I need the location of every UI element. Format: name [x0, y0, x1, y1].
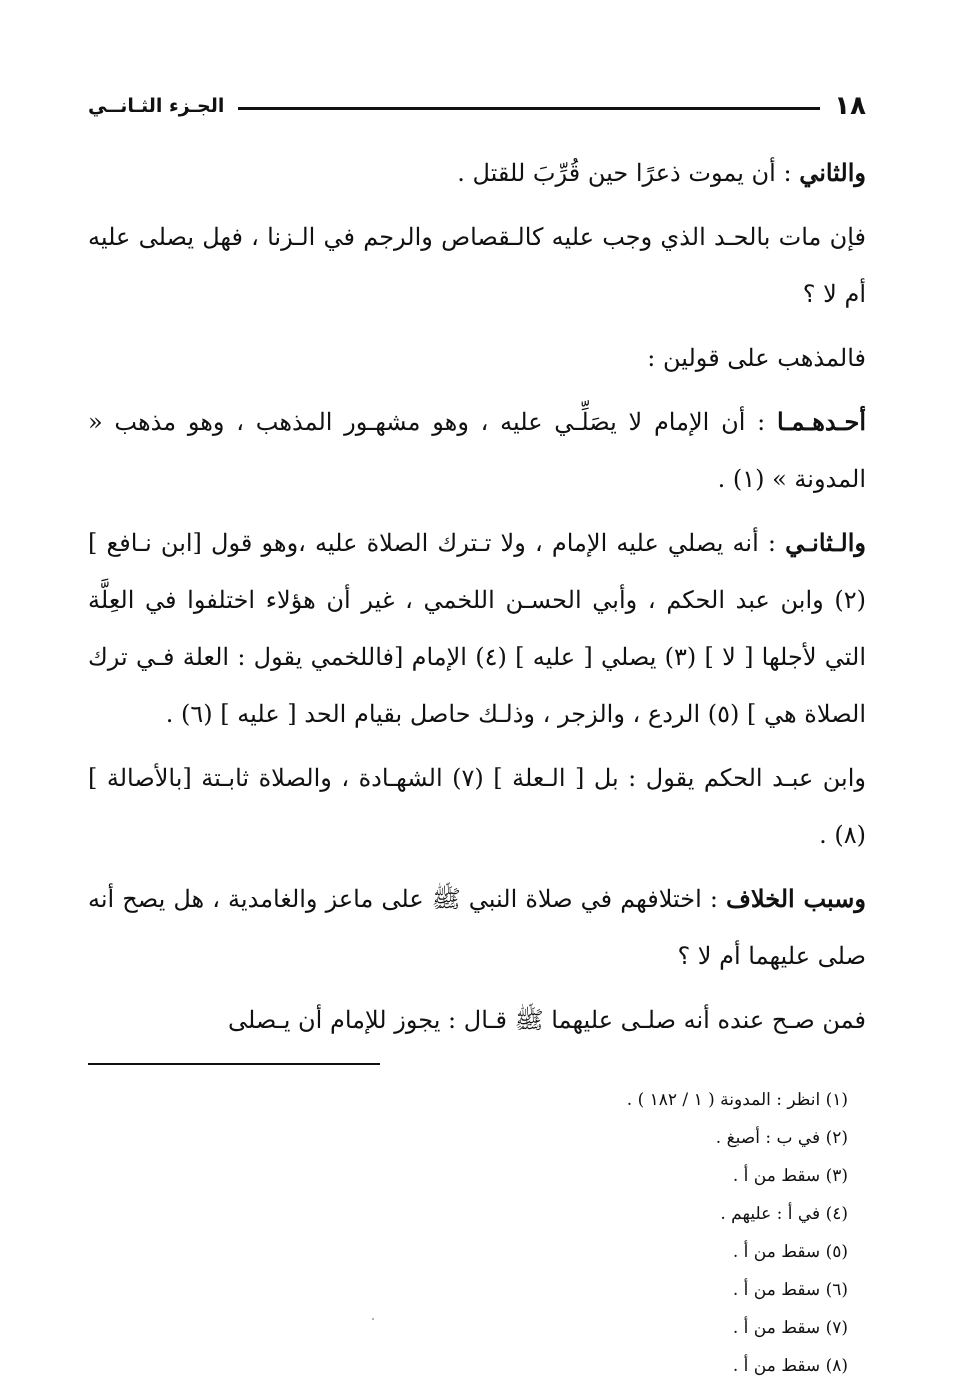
paragraph [88, 870, 866, 985]
paragraph [88, 144, 866, 202]
paragraph-lead: والثاني [799, 158, 866, 187]
paragraph [88, 208, 866, 323]
paragraph-lead: وسبب الخلاف [726, 884, 866, 913]
paragraph-text: فمن صـح عنده أنه صلـى عليهما ﷺ قـال : يجوز للإمام أن يـصلى [227, 1006, 866, 1034]
page-number: ١٨ [834, 91, 866, 121]
paragraph-text: وابن عبـد الحكم يقول : بل [ الـعلة ] (٧) الشهـادة ، والصلاة ثابـتة [بالأصالة ] (٨) . [88, 764, 866, 849]
paragraph [88, 329, 866, 387]
footnote: (٥) سقط من أ . [732, 1242, 848, 1262]
book-page [88, 84, 866, 1385]
running-header [88, 84, 866, 128]
main-text [88, 144, 866, 1049]
header-rule [238, 107, 820, 110]
paragraph-text: فإن مات بالحـد الذي وجب عليه كالـقصاص والرجم في الـزنا ، فهل يصلى عليه أم لا ؟ [88, 223, 866, 308]
footnote: (٨) سقط من أ . [732, 1356, 848, 1376]
paragraph [88, 991, 866, 1049]
footnote-separator-wrap [88, 1055, 866, 1065]
footnote: (٣) سقط من أ . [732, 1166, 848, 1186]
paragraph-lead: أحـدهـمـا [776, 407, 867, 436]
paragraph-text: : اختلافهم في صلاة النبي ﷺ على ماعز والغامدية ، هل يصح أنه صلى عليهما أم لا ؟ [88, 885, 866, 970]
book-part-title: الجـزء الثـانــي [88, 95, 225, 117]
footnote: (١) انظر : المدونة ( ١ / ١٨٢ ) . [626, 1090, 848, 1110]
scan-speck [372, 1318, 374, 1320]
paragraph [88, 393, 866, 508]
paragraph-text: : أن الإمام لا يصَلِّـي عليه ، وهو مشهـور المذهب ، وهو مذهب « المدونة » (١) . [88, 408, 866, 493]
footnote: (٧) سقط من أ . [732, 1318, 848, 1338]
footnote: (٤) في أ : عليهم . [720, 1204, 848, 1224]
paragraph [88, 514, 866, 743]
paragraph-text: : أن يموت ذعرًا حين قُرِّبَ للقتل . [457, 159, 800, 187]
paragraph-text: : أنه يصلي عليه الإمام ، ولا تـترك الصلاة عليه ،وهو قول [ابن نـافع ] (٢) وابن عبد الحكم ، وأبي الحسـن اللخمي ، غير أن هؤلاء اختلفوا في العِلَّة التي لأجلها [ لا ] (٣) يصلي [ عليه ] (٤) الإمام [فاللخمي يقول : العلة فـي ترك الصلاة هي ] (٥) الردع ، والزجر ، وذلـك حاصل بقيام الحد [ عليه ] (٦) . [88, 529, 867, 728]
footnote: (٦) سقط من أ . [732, 1280, 848, 1300]
footnote-separator [88, 1063, 380, 1065]
paragraph-text: فالمذهب على قولين : [647, 344, 866, 372]
paragraph [88, 749, 866, 864]
footnotes [88, 1081, 866, 1385]
footnote: (٢) في ب : أصبغ . [715, 1128, 848, 1148]
paragraph-lead: والـثانـي [785, 528, 866, 557]
